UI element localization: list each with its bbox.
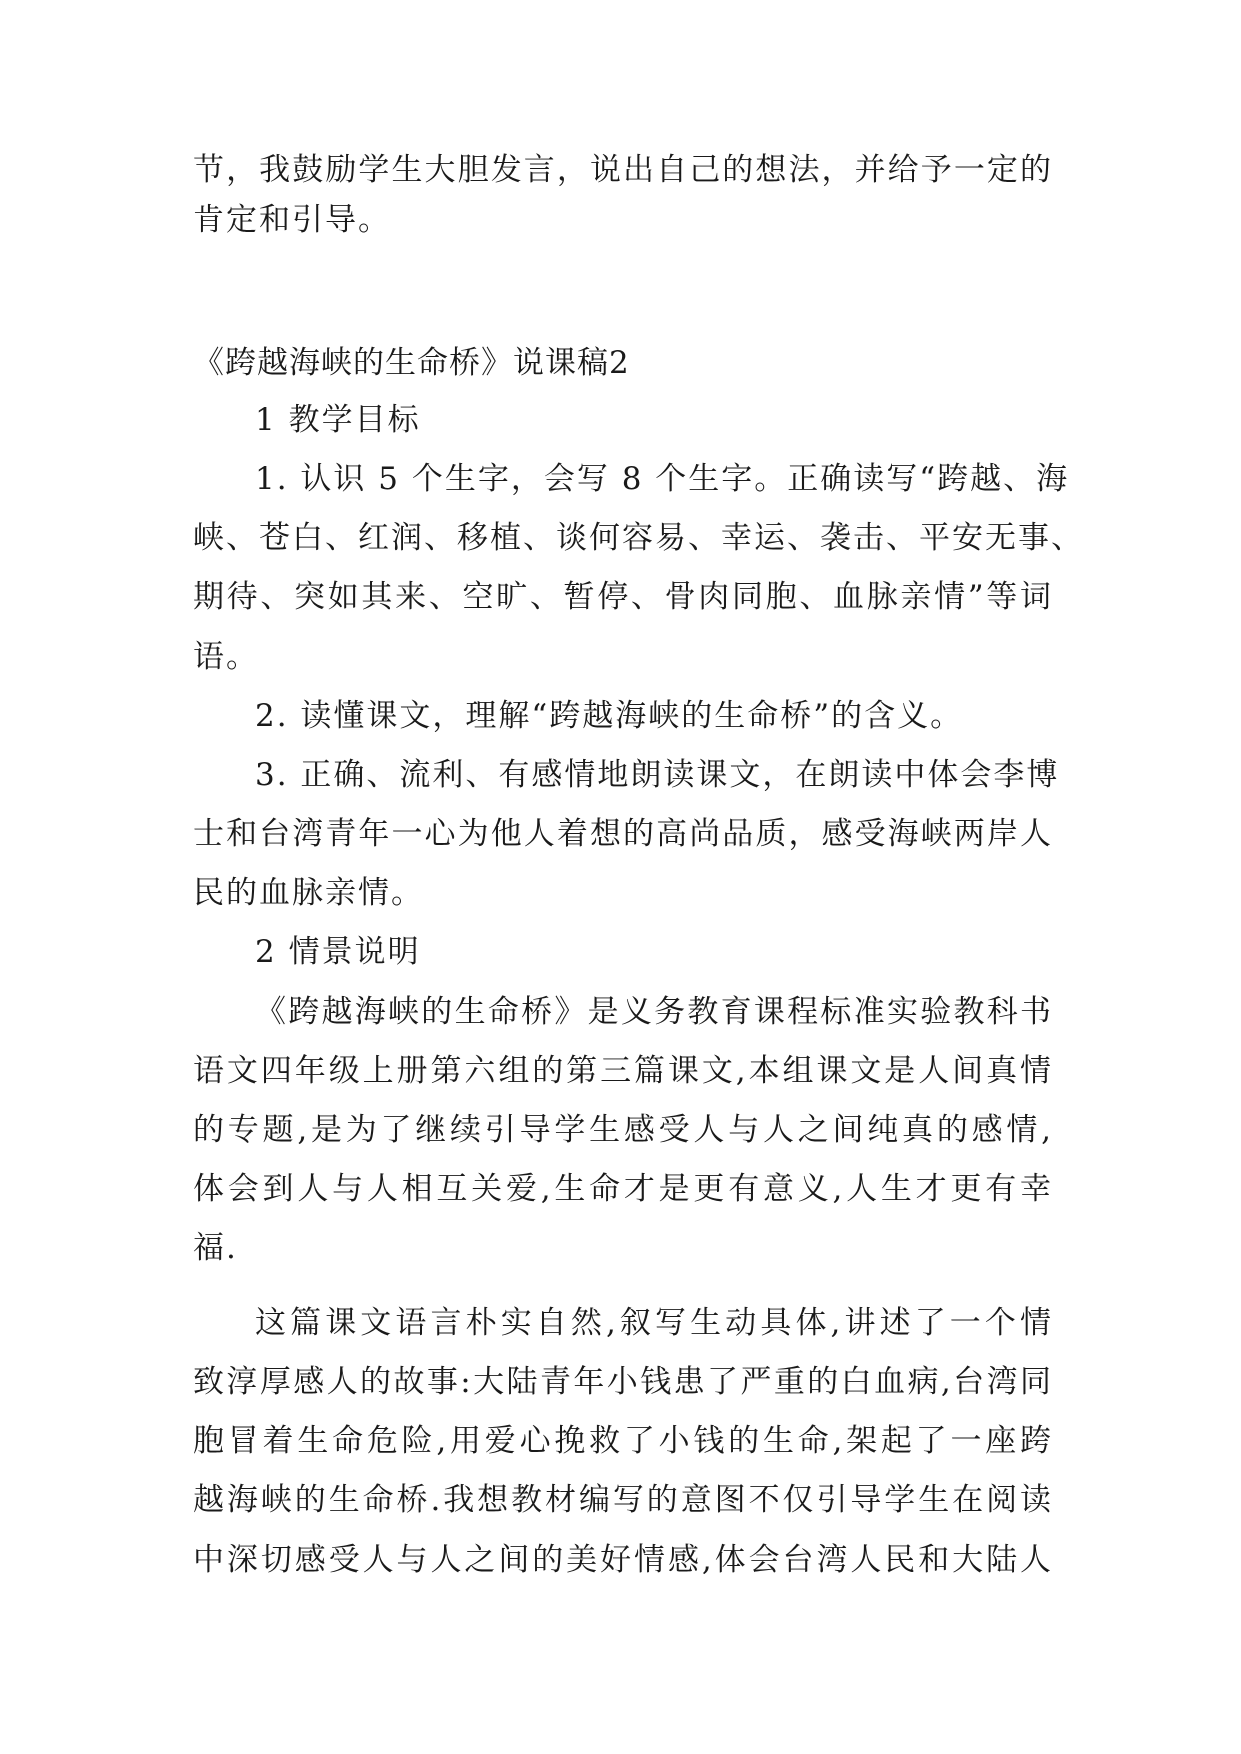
paragraph-line: 越海峡的生命桥.我想教材编写的意图不仅引导学生在阅读 bbox=[193, 1482, 1053, 1518]
paragraph-line: 致淳厚感人的故事:大陆青年小钱患了严重的白血病,台湾同 bbox=[193, 1364, 1053, 1400]
subheading-teaching-goals: 1 教学目标 bbox=[255, 402, 421, 438]
paragraph-line: 这篇课文语言朴实自然,叙写生动具体,讲述了一个情 bbox=[255, 1305, 1053, 1341]
paragraph-line: 1. 认识 5 个生字，会写 8 个生字。正确读写“跨越、海 bbox=[255, 461, 1070, 497]
paragraph-line: 节，我鼓励学生大胆发言，说出自己的想法，并给予一定的 bbox=[193, 152, 1053, 188]
paragraph-line: 肯定和引导。 bbox=[193, 202, 391, 238]
paragraph-line: 的专题,是为了继续引导学生感受人与人之间纯真的感情, bbox=[193, 1112, 1053, 1148]
paragraph-line: 福. bbox=[193, 1230, 238, 1266]
paragraph-line: 2. 读懂课文，理解“跨越海峡的生命桥”的含义。 bbox=[255, 698, 964, 734]
section-title: 《跨越海峡的生命桥》说课稿2 bbox=[193, 345, 630, 381]
subheading-context: 2 情景说明 bbox=[255, 934, 421, 970]
paragraph-line: 峡、苍白、红润、移植、谈何容易、幸运、袭击、平安无事、 bbox=[193, 520, 1084, 556]
paragraph-line: 民的血脉亲情。 bbox=[193, 875, 424, 911]
paragraph-line: 3. 正确、流利、有感情地朗读课文，在朗读中体会李博 bbox=[255, 757, 1060, 793]
paragraph-line: 语文四年级上册第六组的第三篇课文,本组课文是人间真情 bbox=[193, 1053, 1053, 1089]
paragraph-line: 士和台湾青年一心为他人着想的高尚品质，感受海峡两岸人 bbox=[193, 816, 1053, 852]
paragraph-line: 语。 bbox=[193, 639, 259, 675]
paragraph-line: 中深切感受人与人之间的美好情感,体会台湾人民和大陆人 bbox=[193, 1542, 1053, 1578]
paragraph-line: 《跨越海峡的生命桥》是义务教育课程标准实验教科书 bbox=[255, 994, 1053, 1030]
paragraph-line: 期待、突如其来、空旷、暂停、骨肉同胞、血脉亲情”等词 bbox=[193, 579, 1053, 615]
paragraph-line: 胞冒着生命危险,用爱心挽救了小钱的生命,架起了一座跨 bbox=[193, 1423, 1053, 1459]
paragraph-line: 体会到人与人相互关爱,生命才是更有意义,人生才更有幸 bbox=[193, 1171, 1053, 1207]
